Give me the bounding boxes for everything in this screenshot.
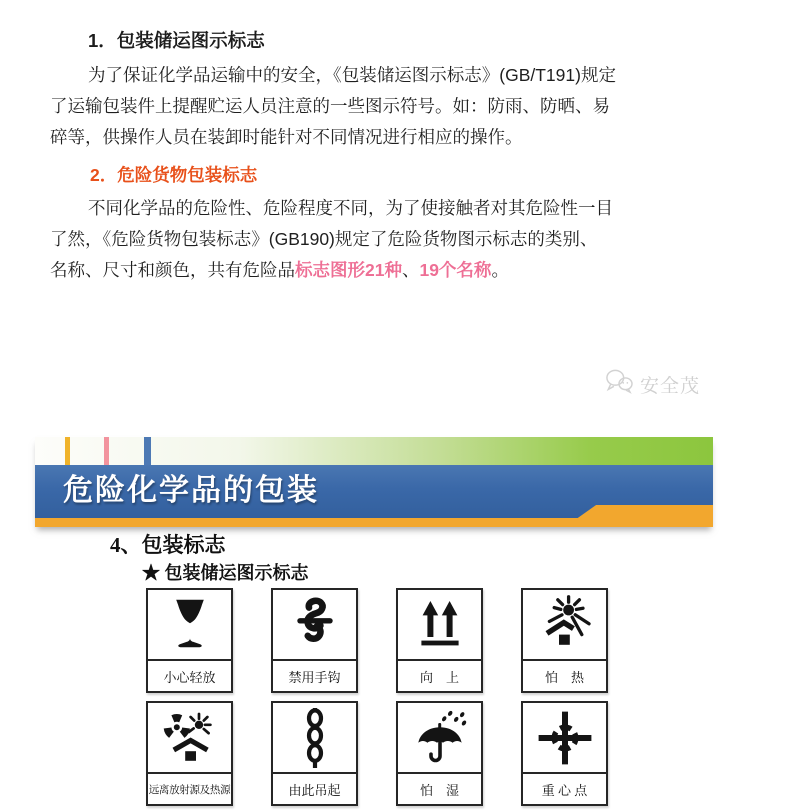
sun-over-shelter-icon [523, 590, 606, 659]
sign-label: 小心轻放 [148, 659, 231, 691]
period: 。 [491, 260, 509, 280]
separator: 、 [401, 260, 420, 280]
sign-cell-this-way-up [396, 588, 483, 693]
highlight-21-types: 标志图形21种 [295, 260, 402, 280]
sign-label: 怕 湿 [398, 772, 481, 804]
sign-cell-keep-dry [396, 701, 483, 806]
no-hand-hooks-icon [273, 590, 356, 659]
section1-line2: 了运输包装件上提醒贮运人员注意的一些图示符号。如：防雨、防晒、易 [50, 96, 610, 116]
sign-cell-keep-away-from-radioactive-and-heat-sources [146, 701, 233, 806]
sign-label: 重 心 点 [523, 772, 606, 804]
sign-cell-no-hand-hooks [271, 588, 358, 693]
section1-heading: 1．包装储运图示标志 [88, 30, 265, 51]
sign-label: 怕 热 [523, 659, 606, 691]
sign-label: 远离放射源及热源 [148, 772, 231, 804]
up-arrows-icon [398, 590, 481, 659]
sign-cell-sling-here [271, 701, 358, 806]
sign-cell-keep-away-from-heat [521, 588, 608, 693]
banner-green-strip [35, 437, 713, 465]
sign-grid [146, 588, 608, 806]
section2-line3 [50, 255, 712, 286]
fragile-glass-icon [148, 590, 231, 659]
crosshair-icon [523, 703, 606, 772]
banner-title: 危险化学品的包装 [63, 474, 319, 507]
section1-line1: 为了保证化学品运输中的安全，《包装储运图示标志》(GB/T191)规定 [88, 65, 616, 85]
section2-heading: 2．危险货物包装标志 [90, 165, 258, 185]
section2-line1: 不同化学品的危险性、危险程度不同，为了使接触者对其危险性一目 [88, 198, 613, 218]
sign-label: 由此吊起 [273, 772, 356, 804]
section4-heading: 4、包装标志 [110, 533, 226, 557]
article-text [50, 26, 712, 286]
banner-orange-strip [35, 518, 713, 527]
wechat-bubbles-icon [604, 368, 634, 400]
radiation-and-sun-icon [148, 703, 231, 772]
umbrella-rain-icon [398, 703, 481, 772]
watermark [604, 368, 700, 400]
stripe-pink [104, 437, 109, 465]
section4-subheading: ★ 包装储运图示标志 [142, 563, 309, 583]
slide-banner [35, 437, 713, 527]
sign-cell-centre-of-gravity [521, 701, 608, 806]
chain-icon [273, 703, 356, 772]
stripe-blue [144, 437, 151, 465]
highlight-19-names: 19个名称 [419, 260, 492, 280]
section2-line3-text: 名称、尺寸和颜色，共有危险品 [50, 260, 295, 280]
section1-line3: 碎等，供操作人员在装卸时能针对不同情况进行相应的操作。 [50, 127, 523, 147]
watermark-label: 安全茂 [640, 375, 701, 397]
stripe-yellow [65, 437, 70, 465]
section2-line2: 了然，《危险货物包装标志》(GB190)规定了危险货物图示标志的类别、 [50, 229, 598, 249]
sign-cell-handle-with-care [146, 588, 233, 693]
sign-label: 向 上 [398, 659, 481, 691]
sign-label: 禁用手钩 [273, 659, 356, 691]
